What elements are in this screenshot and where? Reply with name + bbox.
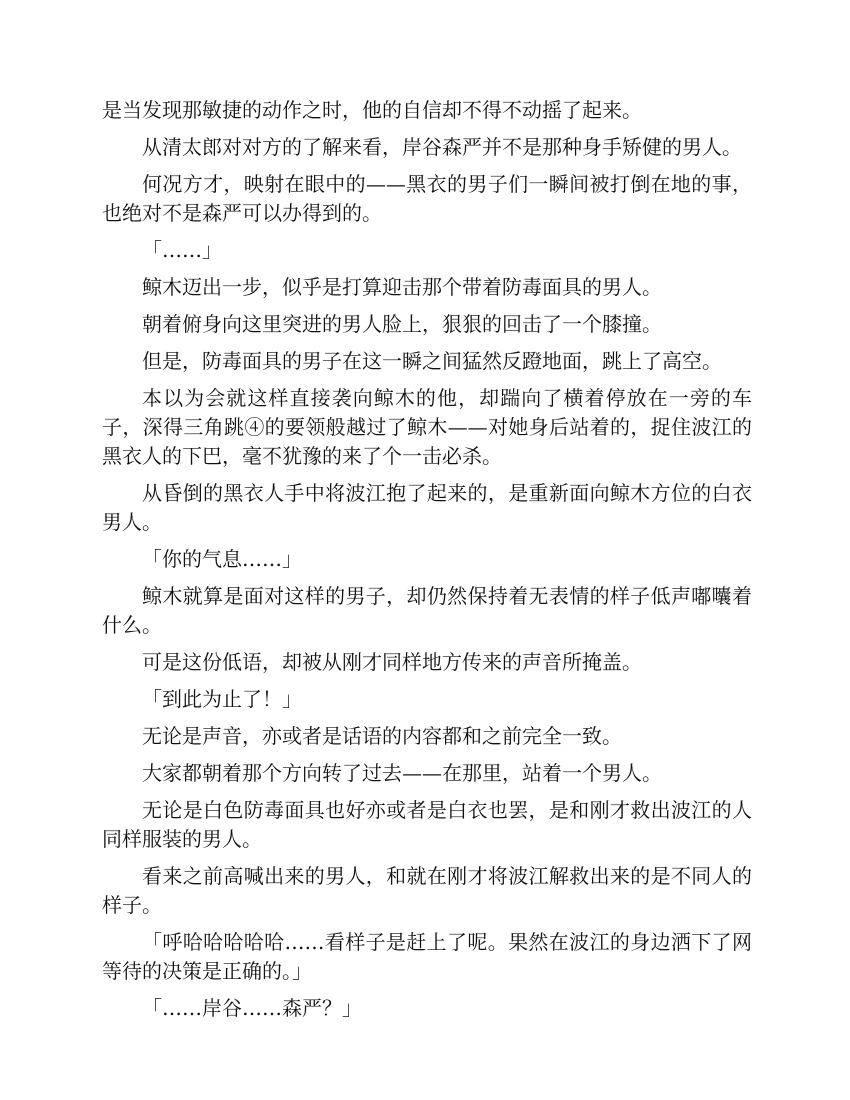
- paragraph: 「……岸谷……森严？」: [142, 996, 362, 1020]
- paragraph: 朝着俯身向这里突进的男人脸上，狠狠的回击了一个膝撞。: [142, 312, 662, 336]
- paragraph: 无论是白色防毒面具也好亦或者是白衣也罢，是和刚才救出波江的人同样服装的男人。: [102, 798, 752, 851]
- paragraph: 鲸木迈出一步，似乎是打算迎击那个带着防毒面具的男人。: [142, 275, 662, 299]
- paragraph: 大家都朝着那个方向转了过去——在那里，站着一个男人。: [142, 761, 662, 785]
- paragraph: 从清太郎对对方的了解来看，岸谷森严并不是那种身手矫健的男人。: [142, 135, 742, 159]
- paragraph: 何况方才，映射在眼中的——黑衣的男子们一瞬间被打倒在地的事，也绝对不是森严可以办得到的。: [102, 172, 752, 225]
- paragraph: 「……」: [142, 238, 222, 262]
- paragraph: 无论是声音，亦或者是话语的内容都和之前完全一致。: [142, 724, 622, 748]
- paragraph: 鲸木就算是面对这样的男子，却仍然保持着无表情的样子低声嘟囔着什么。: [102, 584, 752, 637]
- document-page: [102, 96, 752, 1031]
- paragraph: 「到此为止了！」: [142, 687, 302, 711]
- paragraph: 看来之前高喊出来的男人，和就在刚才将波江解救出来的是不同人的样子。: [102, 864, 752, 917]
- paragraph: 可是这份低语，却被从刚才同样地方传来的声音所掩盖。: [142, 650, 642, 674]
- paragraph: 但是，防毒面具的男子在这一瞬之间猛然反蹬地面，跳上了高空。: [142, 349, 722, 373]
- paragraph: 是当发现那敏捷的动作之时，他的自信却不得不动摇了起来。: [102, 98, 642, 122]
- paragraph: 本以为会就这样直接袭向鲸木的他，却踹向了横着停放在一旁的车子，深得三角跳④的要领般越过了鲸木——对她身后站着的，捉住波江的黑衣人的下巴，毫不犹豫的来了个一击必杀。: [102, 386, 752, 468]
- paragraph: 从昏倒的黑衣人手中将波江抱了起来的，是重新面向鲸木方位的白衣男人。: [102, 481, 752, 534]
- paragraph: 「你的气息……」: [142, 547, 302, 571]
- paragraph: 「呼哈哈哈哈哈……看样子是赶上了呢。果然在波江的身边洒下了网等待的决策是正确的。」: [102, 930, 752, 983]
